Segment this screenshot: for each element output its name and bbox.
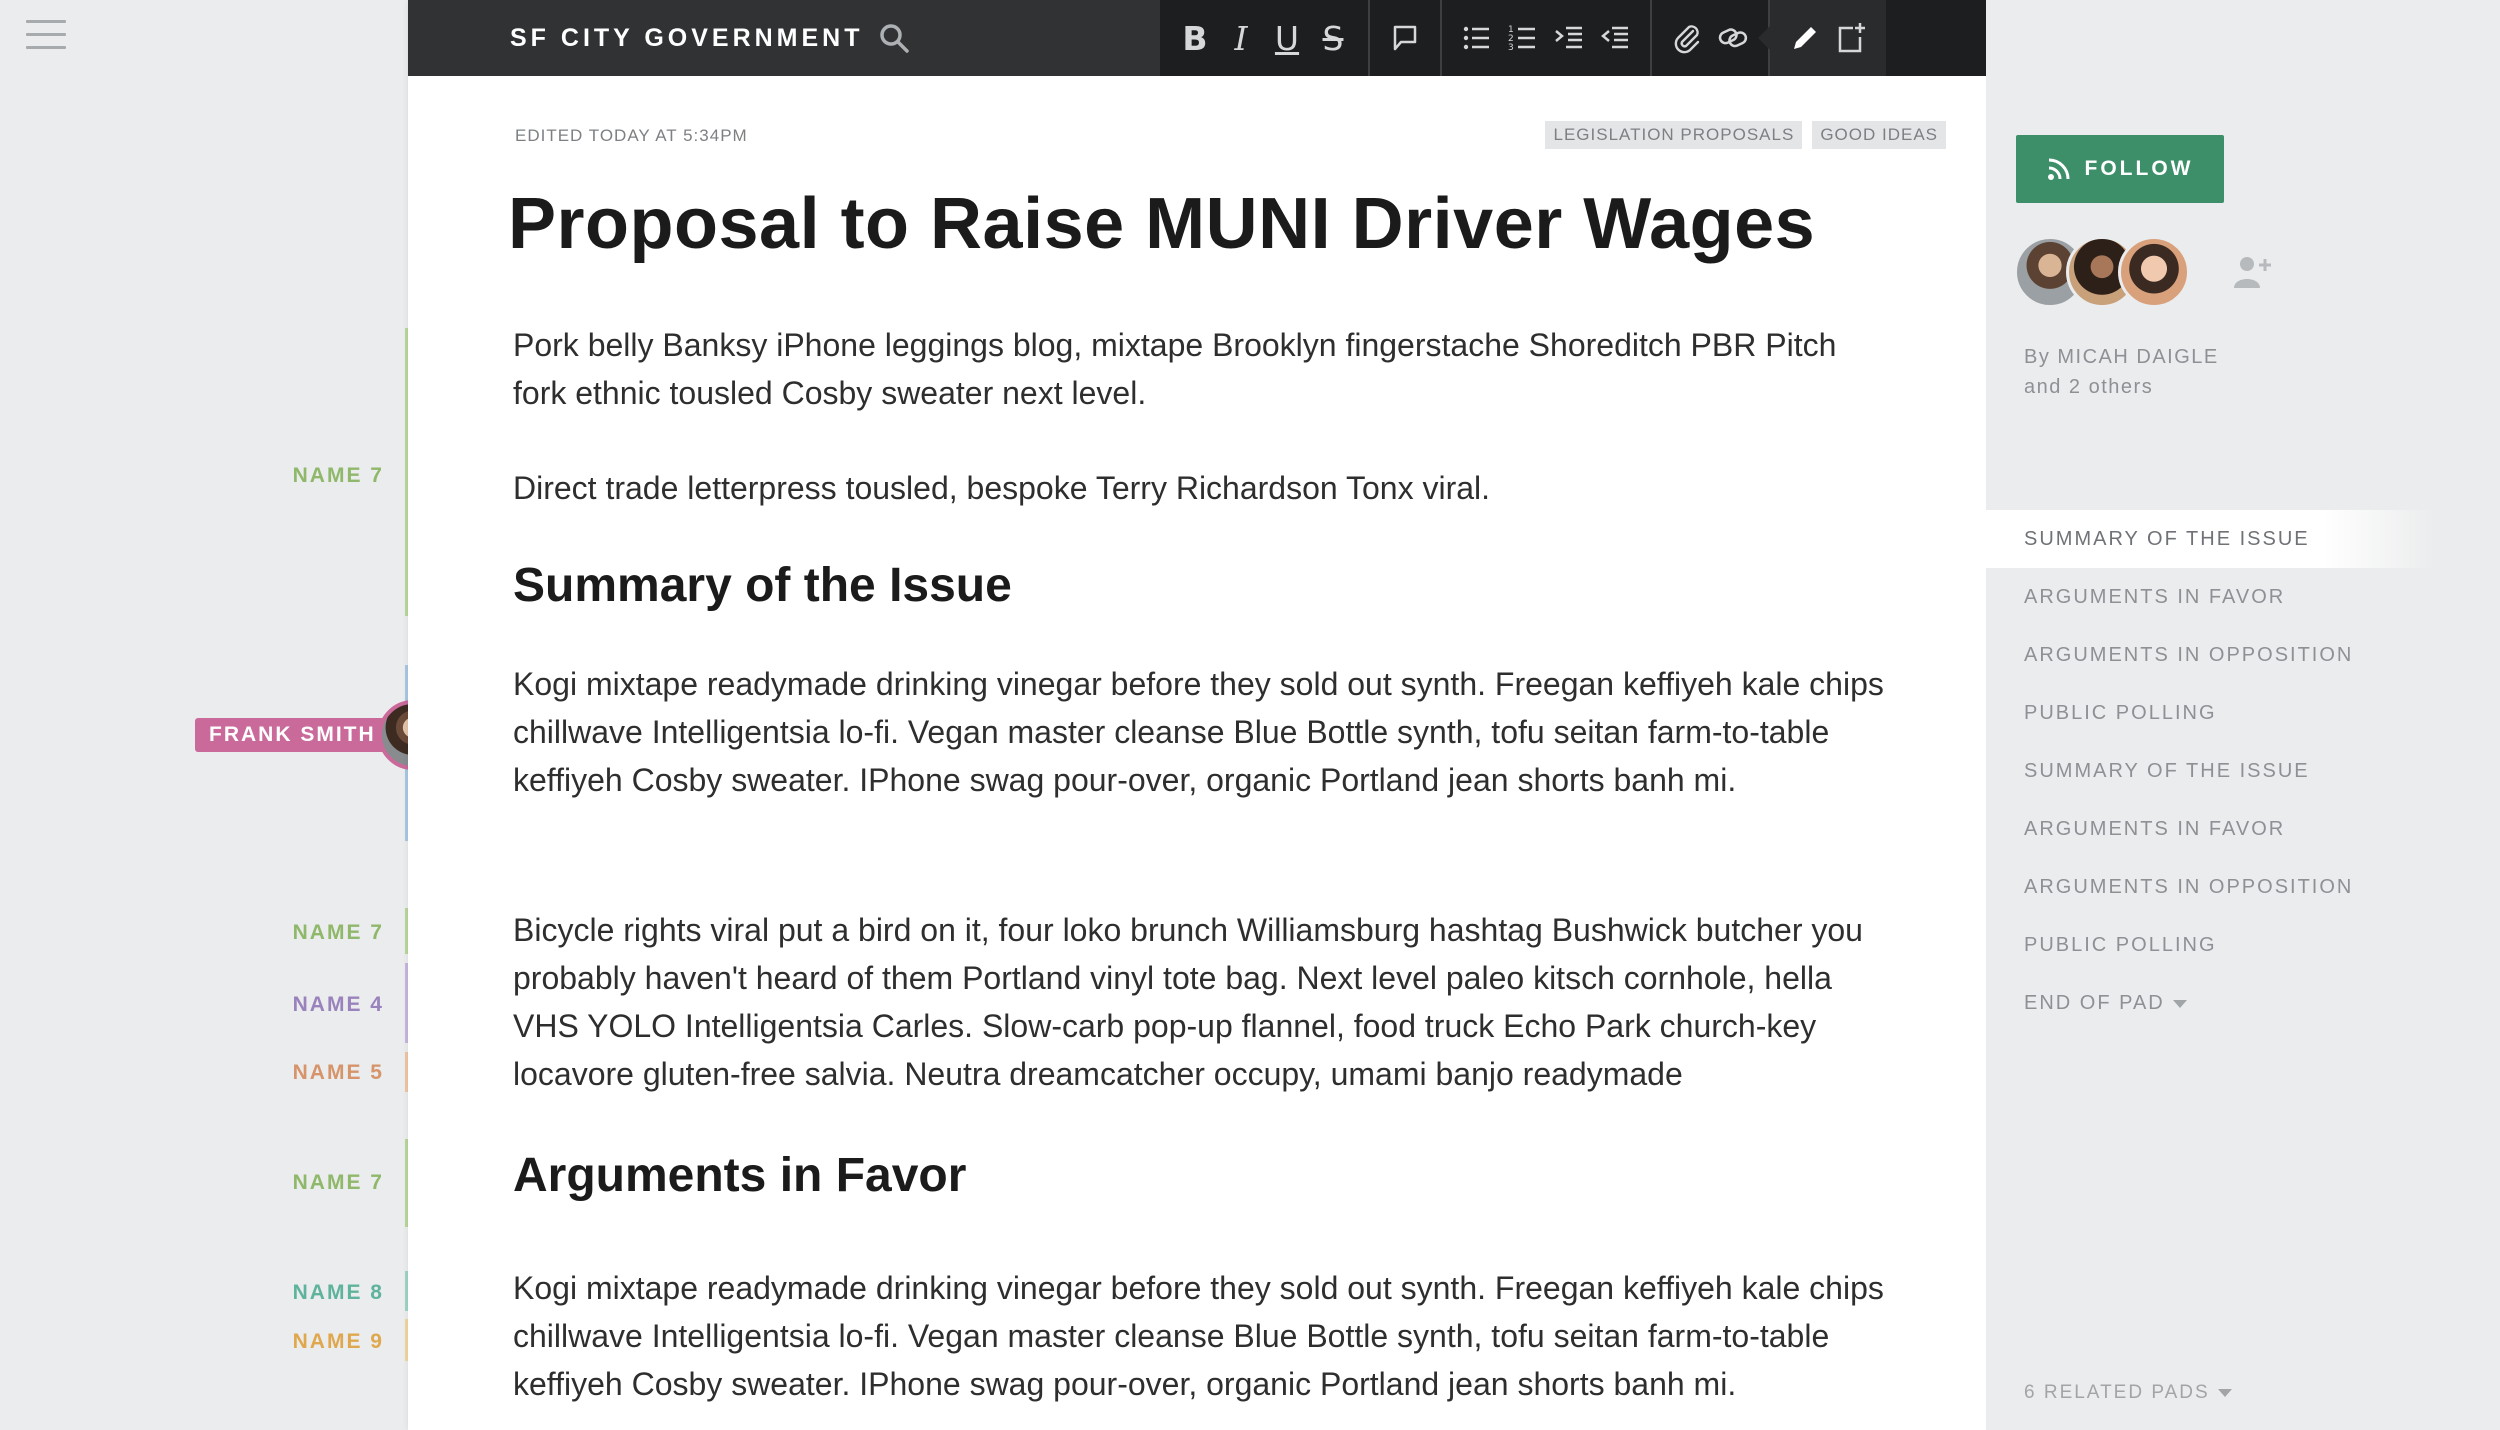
- author-label[interactable]: NAME 4: [292, 993, 384, 1016]
- bold-button[interactable]: B: [1182, 18, 1208, 58]
- format-toolbar: [1160, 0, 1986, 76]
- byline-others[interactable]: and 2 others: [2024, 376, 2154, 398]
- author-gutter: [0, 0, 408, 1430]
- list-group: [1442, 0, 1652, 76]
- author-label[interactable]: NAME 9: [292, 1330, 384, 1353]
- related-pads-label: 6 RELATED PADS: [2024, 1382, 2210, 1403]
- author-label[interactable]: NAME 8: [292, 1281, 384, 1304]
- new-pad-icon: [1835, 22, 1867, 54]
- tag-legislation-proposals[interactable]: LEGISLATION PROPOSALS: [1545, 121, 1802, 149]
- byline: [2024, 342, 2219, 402]
- mode-group: [1770, 0, 1886, 76]
- paragraph[interactable]: Bicycle rights viral put a bird on it, four loko brunch Williamsburg hashtag Bushwick butcher you probably haven't heard of them Portland vinyl tote bag. Next level paleo kitsch cornhole, hella VHS YOLO Intelligentsia Carles. Slow-carb pop-up flannel, food truck Echo Park church-key locavore gluten-free salvia. Neutra dreamcatcher occupy, umami banjo readymade: [513, 912, 1863, 1092]
- chevron-down-icon: [2173, 1000, 2187, 1008]
- document: [408, 0, 1986, 1430]
- toc-item[interactable]: ARGUMENTS IN FAVOR: [2024, 586, 2286, 608]
- comment-button[interactable]: [1382, 12, 1428, 64]
- text-style-group: [1160, 0, 1370, 76]
- toc-item-label: END OF PAD: [2024, 992, 2165, 1014]
- edited-timestamp: EDITED TODAY AT 5:34PM: [515, 126, 748, 145]
- comment-icon: [1389, 22, 1421, 54]
- section-heading[interactable]: Summary of the Issue: [513, 559, 1012, 612]
- paragraph[interactable]: Direct trade letterpress tousled, bespoke Terry Richardson Tonx viral.: [513, 470, 1491, 506]
- attachment-button[interactable]: [1664, 12, 1710, 64]
- author-label[interactable]: NAME 5: [292, 1061, 384, 1084]
- underline-button[interactable]: U: [1274, 18, 1300, 58]
- author-label[interactable]: NAME 7: [292, 921, 384, 944]
- toc-item[interactable]: PUBLIC POLLING: [2024, 934, 2217, 956]
- numbered-list-button[interactable]: [1500, 12, 1546, 64]
- edit-mode-button[interactable]: [1782, 12, 1828, 64]
- new-pad-button[interactable]: [1828, 12, 1874, 64]
- outdent-button[interactable]: [1592, 12, 1638, 64]
- bullet-list-button[interactable]: [1454, 12, 1500, 64]
- author-label[interactable]: NAME 7: [292, 1171, 384, 1194]
- paragraph[interactable]: Kogi mixtape readymade drinking vinegar before they sold out synth. Freegan keffiyeh kale chips chillwave Intelligentsia lo-fi. Vegan master cleanse Blue Bottle synth, tofu seitan farm-to-table keffiyeh Cosby sweater. IPhone swag pour-over, organic Portland jean shorts banh mi.: [513, 1270, 1884, 1402]
- attachment-icon: [1671, 22, 1703, 54]
- bullet-list-icon: [1461, 22, 1493, 54]
- svg-text:2: 2: [1508, 34, 1514, 44]
- rss-icon: [2047, 157, 2071, 181]
- table-of-contents: [1986, 510, 2436, 1032]
- follow-button[interactable]: [2016, 135, 2224, 203]
- svg-text:3: 3: [1508, 43, 1514, 53]
- toc-item[interactable]: ARGUMENTS IN OPPOSITION: [2024, 876, 2354, 898]
- tag-good-ideas[interactable]: GOOD IDEAS: [1812, 121, 1946, 149]
- section-heading[interactable]: Arguments in Favor: [513, 1149, 967, 1202]
- paragraph[interactable]: Pork belly Banksy iPhone leggings blog, mixtape Brooklyn fingerstache Shoreditch PBR Pitch fork ethnic tousled Cosby sweater next level.: [513, 327, 1837, 411]
- insert-group: [1652, 0, 1770, 76]
- related-pads-button[interactable]: [2024, 1382, 2232, 1404]
- menu-icon[interactable]: [26, 20, 66, 54]
- add-person-icon[interactable]: [2232, 254, 2272, 290]
- pad-title[interactable]: Proposal to Raise MUNI Driver Wages: [508, 184, 1816, 264]
- chevron-down-icon: [2218, 1389, 2232, 1397]
- top-bar: [408, 0, 1986, 76]
- right-rail: [1986, 0, 2500, 1430]
- active-author-badge[interactable]: FRANK SMITH: [195, 718, 426, 752]
- link-button[interactable]: [1710, 12, 1756, 64]
- link-icon: [1717, 22, 1749, 54]
- paragraph[interactable]: Kogi mixtape readymade drinking vinegar before they sold out synth. Freegan keffiyeh kale chips chillwave Intelligentsia lo-fi. Vegan master cleanse Blue Bottle synth, tofu seitan farm-to-table keffiyeh Cosby sweater. IPhone swag pour-over, organic Portland jean shorts banh mi.: [513, 666, 1884, 798]
- follow-label: FOLLOW: [2084, 157, 2194, 180]
- comment-group: [1370, 0, 1442, 76]
- indent-icon: [1553, 22, 1585, 54]
- outdent-icon: [1599, 22, 1631, 54]
- author-label[interactable]: NAME 7: [292, 464, 384, 487]
- italic-button[interactable]: I: [1234, 18, 1248, 58]
- svg-text:1: 1: [1508, 25, 1514, 35]
- search-icon[interactable]: [878, 22, 910, 54]
- toc-item[interactable]: ARGUMENTS IN OPPOSITION: [2024, 644, 2354, 666]
- avatar[interactable]: [2118, 236, 2190, 308]
- byline-author[interactable]: By MICAH DAIGLE: [2024, 346, 2219, 368]
- brand-title[interactable]: SF CITY GOVERNMENT: [510, 24, 864, 52]
- indent-button[interactable]: [1546, 12, 1592, 64]
- pen-icon: [1789, 22, 1821, 54]
- numbered-list-icon: [1507, 22, 1539, 54]
- toc-item-end-of-pad[interactable]: [1986, 974, 2436, 1032]
- strikethrough-button[interactable]: S: [1322, 18, 1344, 58]
- toc-item[interactable]: ARGUMENTS IN FAVOR: [2024, 818, 2286, 840]
- toc-item[interactable]: PUBLIC POLLING: [2024, 702, 2217, 724]
- toc-item[interactable]: SUMMARY OF THE ISSUE: [1986, 510, 2436, 568]
- toc-item[interactable]: SUMMARY OF THE ISSUE: [2024, 760, 2310, 782]
- tag-list: [1545, 121, 1946, 149]
